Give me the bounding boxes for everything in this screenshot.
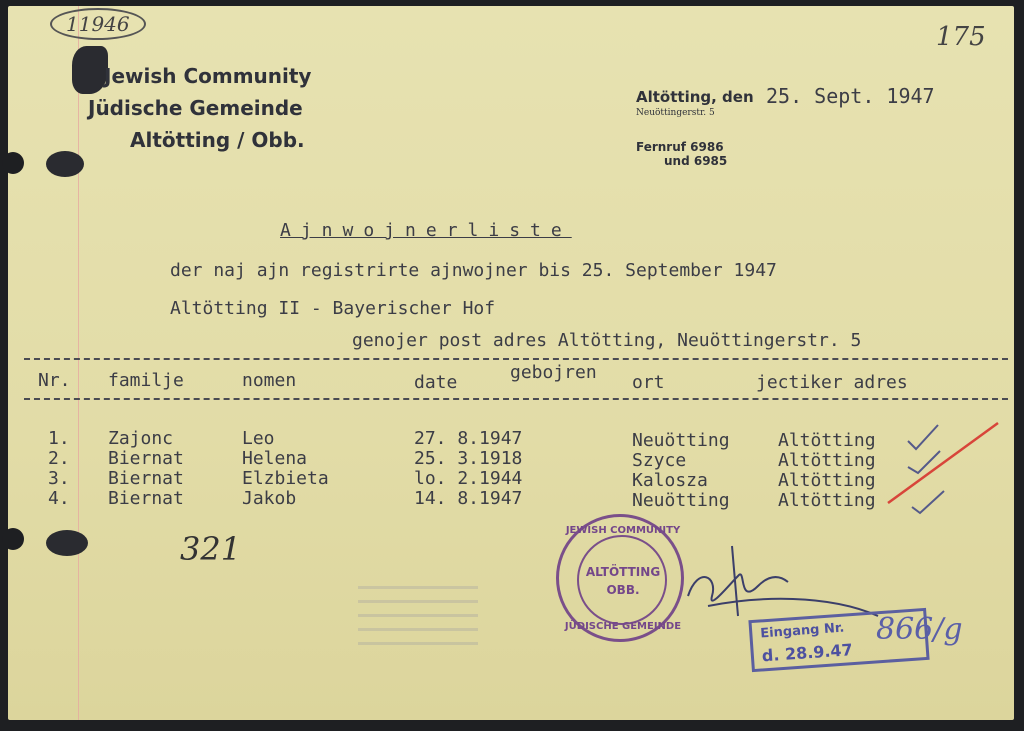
row-nomen: Elzbieta [242,468,329,489]
phone-line1: Fernruf 6986 [636,140,724,154]
header-ort: ort [632,372,665,393]
divider-bottom [24,398,1008,400]
row-date: 25. 3.1918 [414,448,523,469]
row-adres: Altötting [778,470,876,491]
row-nomen: Jakob [242,488,297,509]
archive-number: 11946 [50,8,146,40]
checkmark-icon [908,425,938,449]
community-stamp [556,514,684,642]
stamp-bottom-text: JÜDISCHE GEMEINDE [564,621,682,632]
date-prefix: Altötting, den [636,88,754,106]
row-ort: Neuötting [632,490,730,511]
stamp-center-line1: ALTÖTTING [585,565,661,579]
row-familje: Biernat [108,488,184,509]
handwritten-note: 321 [180,530,242,568]
postal-address-line: genojer post adres Altötting, Neuöttingerstr. 5 [352,330,862,351]
row-nr: 4. [48,488,70,509]
header-nr: Nr. [38,370,71,391]
received-label: Eingang Nr. [759,620,845,642]
row-nomen: Helena [242,448,308,469]
received-date: d. 28.9.47 [761,640,854,666]
header-familje: familje [108,370,184,391]
letterhead-line1: Jewish Community [104,64,312,88]
header-nomen: nomen [242,370,297,391]
address-small: Neuöttingerstr. 5 [636,108,715,118]
row-ort: Szyce [632,450,687,471]
ink-smudge [46,530,88,556]
row-ort: Neuötting [632,430,730,451]
stamp-top-text: JEWISH COMMUNITY [565,525,681,536]
page-number: 175 [936,22,986,52]
document-page [8,6,1014,720]
header-gebojren: gebojren [510,362,597,383]
row-familje: Biernat [108,448,184,469]
document-subtitle: der naj ajn registrirte ajnwojner bis 25. September 1947 [170,260,777,281]
stamp-center-line2: OBB. [606,583,640,597]
bleed-through-marks [358,586,478,656]
row-adres: Altötting [778,490,876,511]
row-ort: Kalosza [632,470,708,491]
ink-smudge [72,46,108,94]
received-number: 866/g [876,612,963,647]
checkmark-icon [912,491,944,513]
location-line: Altötting II - Bayerischer Hof [170,298,496,319]
row-nr: 3. [48,468,70,489]
row-adres: Altötting [778,450,876,471]
row-adres: Altötting [778,430,876,451]
row-date: 14. 8.1947 [414,488,523,509]
row-date: lo. 2.1944 [414,468,523,489]
letterhead-line3: Altötting / Obb. [130,128,305,152]
margin-line [78,6,79,720]
row-nr: 2. [48,448,70,469]
ink-smudge [46,151,84,177]
row-familje: Zajonc [108,428,174,449]
checkmark-marks [878,411,1008,521]
header-adres: jectiker adres [756,372,908,393]
letter-date: 25. Sept. 1947 [766,84,935,108]
stamp-inner-ring [577,535,667,625]
phone-line2: und 6985 [664,154,728,168]
document-title: Ajnwojnerliste [280,220,572,241]
row-nr: 1. [48,428,70,449]
row-date: 27. 8.1947 [414,428,523,449]
header-date: date [414,372,458,393]
punch-hole [2,152,24,174]
punch-hole [2,528,24,550]
row-familje: Biernat [108,468,184,489]
letterhead-line2: Jüdische Gemeinde [88,96,303,120]
divider-top [24,358,1008,360]
row-nomen: Leo [242,428,275,449]
